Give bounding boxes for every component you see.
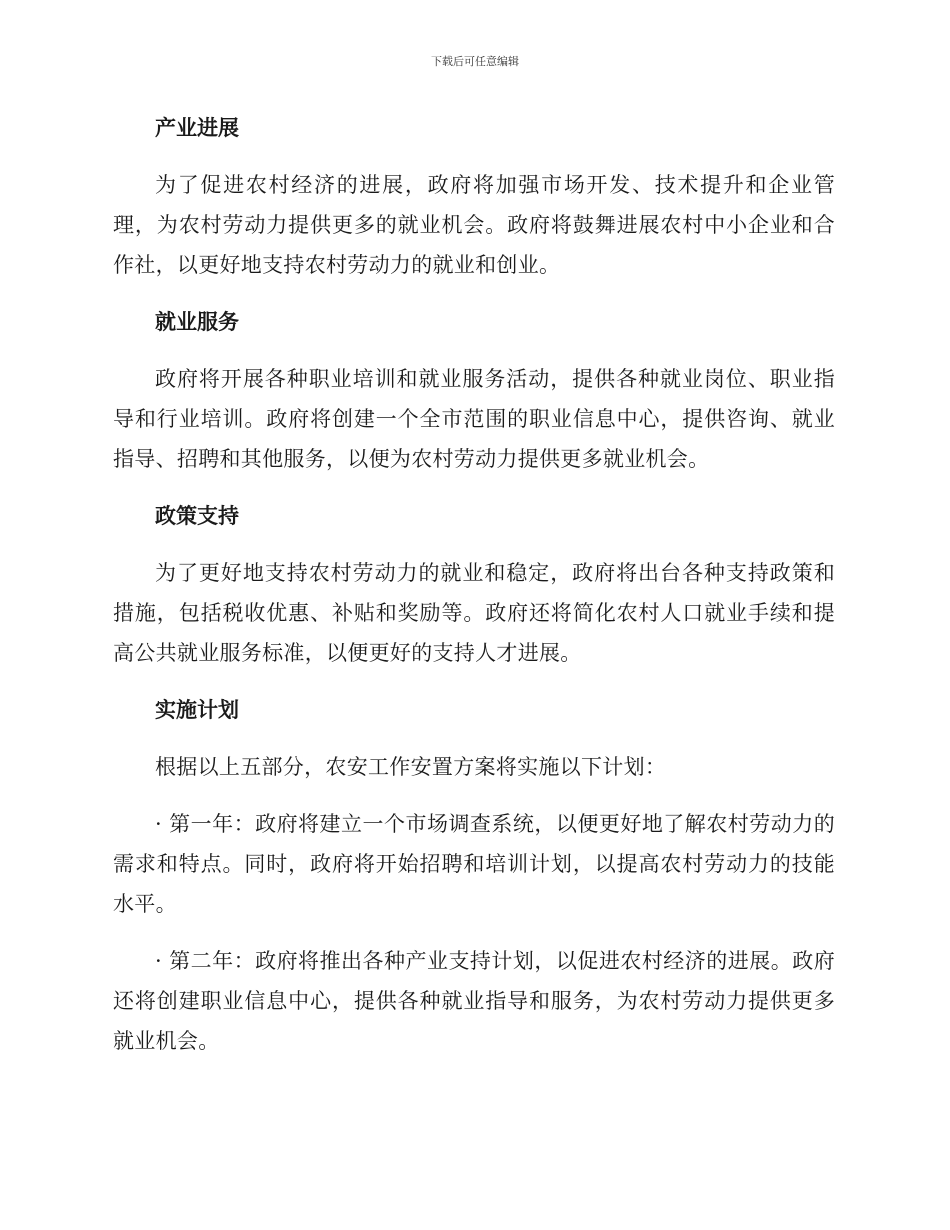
paragraph-policy-support: 为了更好地支持农村劳动力的就业和稳定，政府将出台各种支持政策和措施，包括税收优惠、补贴和奖励等。政府还将简化农村人口就业手续和提高公共就业服务标准，以便更好的支持人才进展。 (113, 561, 835, 665)
list-item-second-year: · 第二年：政府将推出各种产业支持计划，以促进农村经济的进展。政府还将创建职业信息中心，提供各种就业指导和服务，为农村劳动力提供更多就业机会。 (113, 949, 835, 1053)
document-body (113, 108, 835, 1078)
section-heading-policy-support: 政策支持 (155, 504, 239, 528)
paragraph-plan-intro: 根据以上五部分，农安工作安置方案将实施以下计划： (155, 755, 667, 779)
section-heading-employment-service: 就业服务 (155, 310, 239, 334)
section-heading-implementation-plan: 实施计划 (155, 698, 239, 722)
page-header-note: 下载后可任意编辑 (431, 55, 519, 68)
section-heading-industry: 产业进展 (155, 116, 239, 140)
paragraph-industry: 为了促进农村经济的进展，政府将加强市场开发、技术提升和企业管理，为农村劳动力提供更多的就业机会。政府将鼓舞进展农村中小企业和合作社，以更好地支持农村劳动力的就业和创业。 (113, 173, 835, 277)
list-item-first-year: · 第一年：政府将建立一个市场调查系统，以便更好地了解农村劳动力的需求和特点。同时，政府将开始招聘和培训计划，以提高农村劳动力的技能水平。 (113, 812, 835, 916)
paragraph-employment-service: 政府将开展各种职业培训和就业服务活动，提供各种就业岗位、职业指导和行业培训。政府将创建一个全市范围的职业信息中心，提供咨询、就业指导、招聘和其他服务，以便为农村劳动力提供更多就业机会。 (113, 367, 835, 471)
